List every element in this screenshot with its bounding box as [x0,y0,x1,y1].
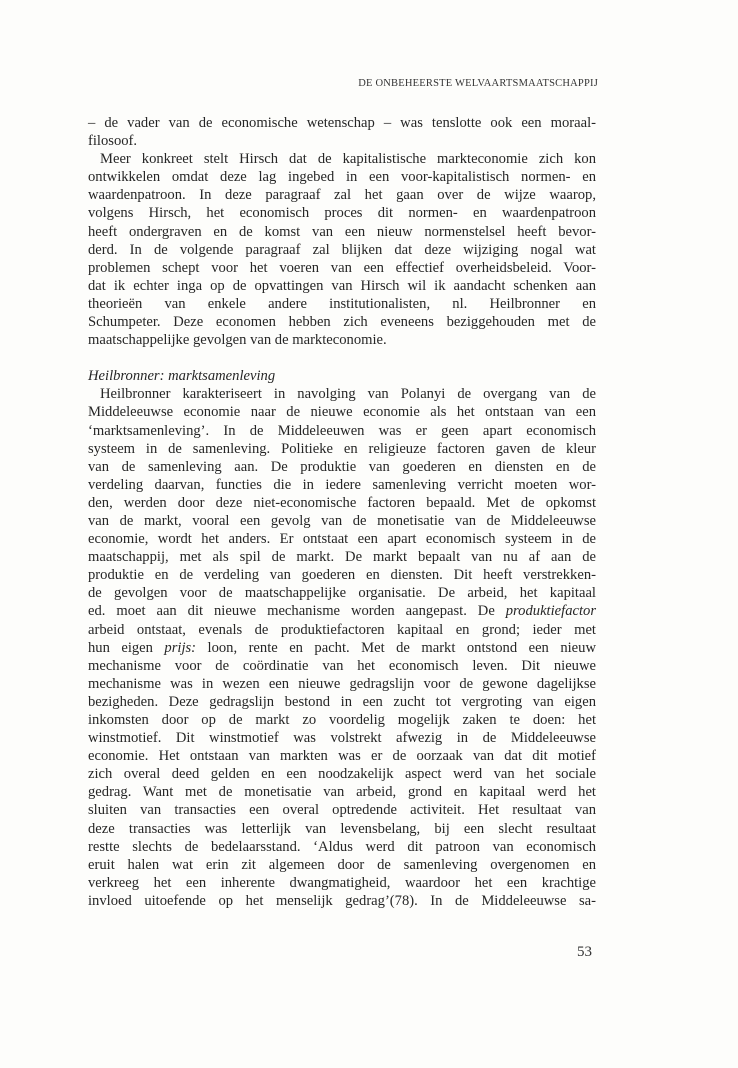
text-line: derd. In de volgende paragraaf zal blijken dat deze wijziging nogal wat [88,241,596,258]
text-line: volgens Hirsch, het economisch proces dit normen- en waardenpatroon [88,205,596,222]
section-heading: Heilbronner: marktsamenleving [88,368,276,385]
text-line: van de samenleving aan. De produktie van goederen en diensten en de [88,458,596,475]
text-line: economie. Het ontstaan van markten was er de oorzaak van dat dit motief [88,748,596,765]
text-line: produktie en de verdeling van goederen en diensten. Dit heeft verstrekken- [88,567,596,584]
page-number: 53 [577,944,592,960]
text-line: van de markt, vooral een gevolg van de monetisatie van de Middeleeuwse [88,512,596,529]
text-line: eruit halen wat erin zit algemeen door de samenleving overgenomen en [88,856,596,873]
text-line: problemen schept voor het voeren van een effectief overheidsbeleid. Voor- [88,259,596,276]
body-text [88,114,596,910]
text-line: de gevolgen voor de maatschappelijke organisatie. De arbeid, het kapitaal [88,585,596,602]
emphasis-prijs: prijs: [164,639,197,656]
text-line: verdeling daarvan, functies die in iedere samenleving verricht moeten wor- [88,476,596,493]
text-line: filosoof. [88,133,138,150]
text-line: sluiten van transacties een overal optredende activiteit. Het resultaat van [88,802,596,819]
text-line: zich overal deed gelden en een noodzakelijk aspect werd van het sociale [88,766,596,783]
text-line: – de vader van de economische wetenschap – was tenslotte ook een moraal- [88,115,596,131]
text-line: systeem in de samenleving. Politieke en religieuze factoren gaven de kleur [88,440,596,457]
text-line: theorieën van enkele andere institutionalisten, nl. Heilbronner en [88,295,596,312]
emphasis-produktiefactor: produktiefactor [505,603,596,620]
text-line: ‘marktsamenleving’. In de Middeleeuwen was er geen apart economisch [88,422,596,439]
text-line: invloed uitoefende op het menselijk gedrag’(78). In de Middeleeuwse sa- [88,892,596,909]
text-line: arbeid ontstaat, evenals de produktiefactoren kapitaal en grond; ieder met [88,621,596,638]
text-line [88,639,596,657]
text-line: dat ik echter inga op de opvattingen van Hirsch wil ik aandacht schenken aan [88,277,596,294]
text-line: ontwikkelen omdat deze lag ingebed in een voor-kapitalistisch normen- en [88,169,596,186]
text-line: Heilbronner karakteriseert in navolging van Polanyi de overgang van de [100,386,596,403]
text-line: heeft ondergraven en de komst van een nieuw normenstelsel heeft bevor- [88,223,596,240]
text-line: maatschappelijke gevolgen van de markteconomie. [88,332,387,349]
text-segment: loon, rente en pacht. Met de markt ontstond een nieuw [196,639,596,656]
text-line: mechanisme was in wezen een nieuwe gedragslijn voor de gewone dagelijkse [88,675,596,692]
text-line: restte slechts de bedelaarsstand. ‘Aldus werd dit patroon van economisch [88,838,596,855]
text-line: waardenpatroon. In deze paragraaf zal het gaan over de wijze waarop, [88,187,596,204]
text-line: inkomsten door op de markt zo voordelig mogelijk zaken te doen: het [88,712,596,728]
text-line: verkreeg het een inherente dwangmatigheid, waardoor het een krachtige [88,874,596,891]
text-line: economie, wordt het anders. Er ontstaat een apart economisch systeem in de [88,531,596,548]
text-line: deze transacties was letterlijk van levensbelang, bij een slecht resultaat [88,820,596,837]
text-line: gedrag. Want met de monetisatie van arbeid, grond en kapitaal werd het [88,784,596,801]
text-line: den, werden door deze niet-economische factoren bepaald. Met de opkomst [88,494,596,511]
text-line: Middeleeuwse economie naar de nieuwe economie als het ontstaan van een [88,404,596,421]
text-line: Meer konkreet stelt Hirsch dat de kapitalistische markteconomie zich kon [100,151,596,168]
text-segment: ed. moet aan dit nieuwe mechanisme worden aangepast. De [88,603,506,620]
text-segment: hun eigen [88,639,165,656]
text-line: winstmotief. Dit winstmotief was volstrekt afwezig in de Middeleeuwse [88,730,596,747]
text-line: Schumpeter. Deze economen hebben zich eveneens beziggehouden met de [88,314,596,331]
text-line [88,602,596,620]
text-line: mechanisme voor de coördinatie van het economisch leven. Dit nieuwe [88,657,596,674]
text-line: bezigheden. Deze gedragslijn bestond in een zucht tot vergroting van eigen [88,693,596,710]
text-line: maatschappij, met als spil de markt. De markt bepaalt van nu af aan de [88,549,596,566]
running-header: DE ONBEHEERSTE WELVAARTSMAATSCHAPPIJ [358,78,598,89]
